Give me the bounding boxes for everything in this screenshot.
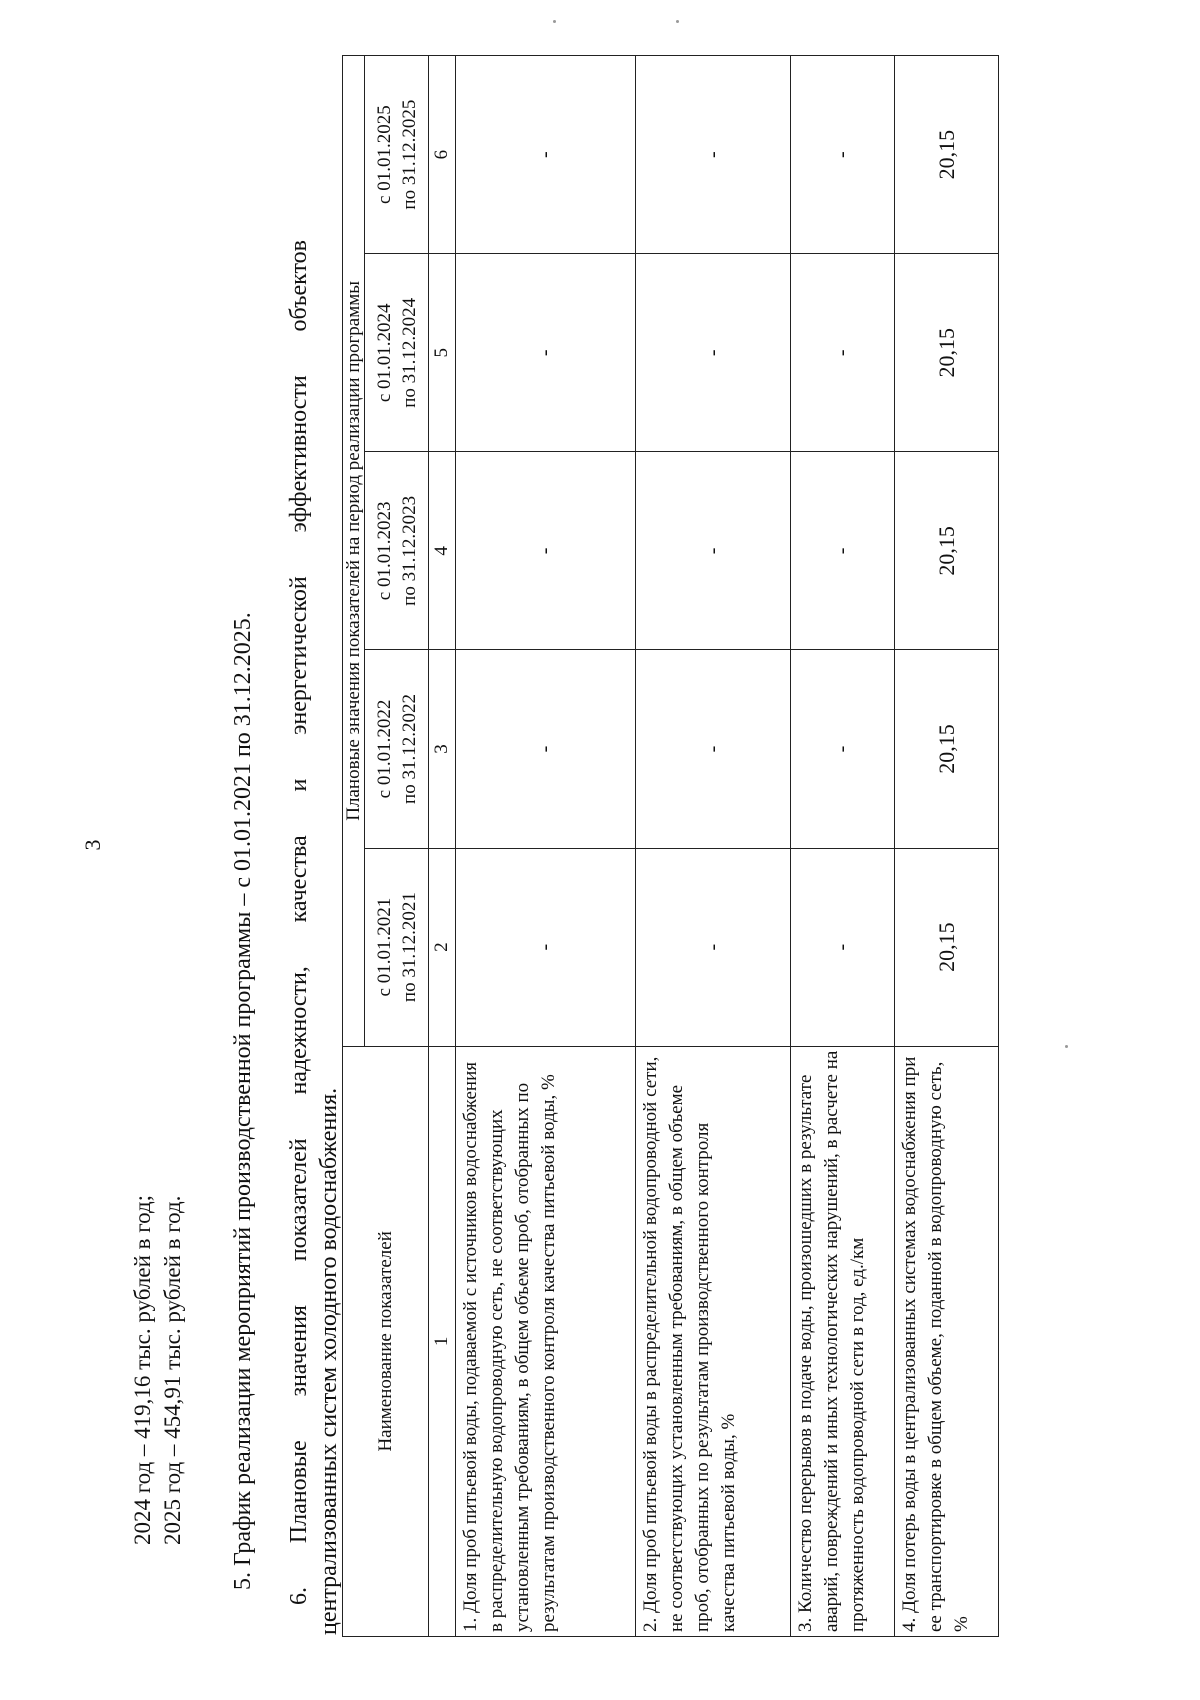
indicator-value: - [636,254,791,452]
column-number: 5 [429,254,456,452]
column-number: 1 [429,1046,456,1636]
header-period: с 01.01.2022 по 31.12.2022 [365,650,429,848]
indicator-value: - [791,650,895,848]
scan-speck [553,20,556,23]
indicator-value: 20,15 [895,254,999,452]
column-number: 2 [429,848,456,1046]
scan-speck [1065,1045,1068,1048]
indicator-label: 4. Доля потерь воды в централизованных системах водоснабжения при ее транспортировке в общем объеме, поданной в водопроводную сеть, % [895,1046,999,1636]
indicator-value: 20,15 [895,56,999,254]
indicator-value: - [456,452,636,650]
header-period: с 01.01.2025 по 31.12.2025 [365,56,429,254]
cost-2024: 2024 год – 419,16 тыс. рублей в год; [130,1194,155,1545]
section-6-heading-continued: централизованных систем холодного водоснабжения. [316,1087,342,1635]
column-number: 6 [429,56,456,254]
section-5-schedule: 5. График реализации мероприятий производственной программы – с 01.01.2021 по 31.12.2025. [230,612,256,1590]
cost-2025: 2025 год – 454,91 тыс. рублей в год. [160,1195,185,1545]
indicator-value: - [791,56,895,254]
indicator-value: - [456,254,636,452]
indicator-value: - [636,848,791,1046]
header-planned-values: Плановые значения показателей на период реализации программы [343,56,365,1047]
indicator-value: - [791,848,895,1046]
indicator-value: - [456,56,636,254]
indicator-value: - [456,650,636,848]
table-row [456,56,636,1637]
indicator-value: - [791,254,895,452]
header-period: с 01.01.2021 по 31.12.2021 [365,848,429,1046]
indicator-value: - [636,56,791,254]
scan-speck [676,20,679,23]
indicator-label: 1. Доля проб питьевой воды, подаваемой с источников водоснабжения в распределительную водопроводную сеть, не соответствующих установленным требованиям, в общем объеме проб, отобранных по результатам производственного контроля качества питьевой воды, % [456,1046,636,1636]
indicator-value: - [636,650,791,848]
indicator-value: - [456,848,636,1046]
header-period: с 01.01.2024 по 31.12.2024 [365,254,429,452]
indicator-label: 2. Доля проб питьевой воды в распределительной водопроводной сети, не соответствующих установленным требованиям, в общем объеме проб, отобранных по результатам производственного контроля качества питьевой воды, % [636,1046,791,1636]
indicator-label: 3. Количество перерывов в подаче воды, произошедших в результате аварий, повреждений и иных технологических нарушений, в расчете на протяженность водопроводной сети в год, ед./км [791,1046,895,1636]
table-row [791,56,895,1637]
column-number: 3 [429,650,456,848]
indicator-value: - [791,452,895,650]
indicator-value: 20,15 [895,650,999,848]
indicator-value: 20,15 [895,848,999,1046]
header-indicator-name: Наименование показателей [343,1046,429,1636]
indicator-value: - [636,452,791,650]
column-number: 4 [429,452,456,650]
section-6-heading: 6. Плановые значения показателей надежности, качества и энергетической эффективности объектов [286,240,312,1605]
indicator-value: 20,15 [895,452,999,650]
header-period: с 01.01.2023 по 31.12.2023 [365,452,429,650]
table-row [636,56,791,1637]
page-number: 3 [80,839,105,851]
rotated-page [80,45,1110,1645]
table-row [895,56,999,1637]
indicators-table [342,55,999,1637]
